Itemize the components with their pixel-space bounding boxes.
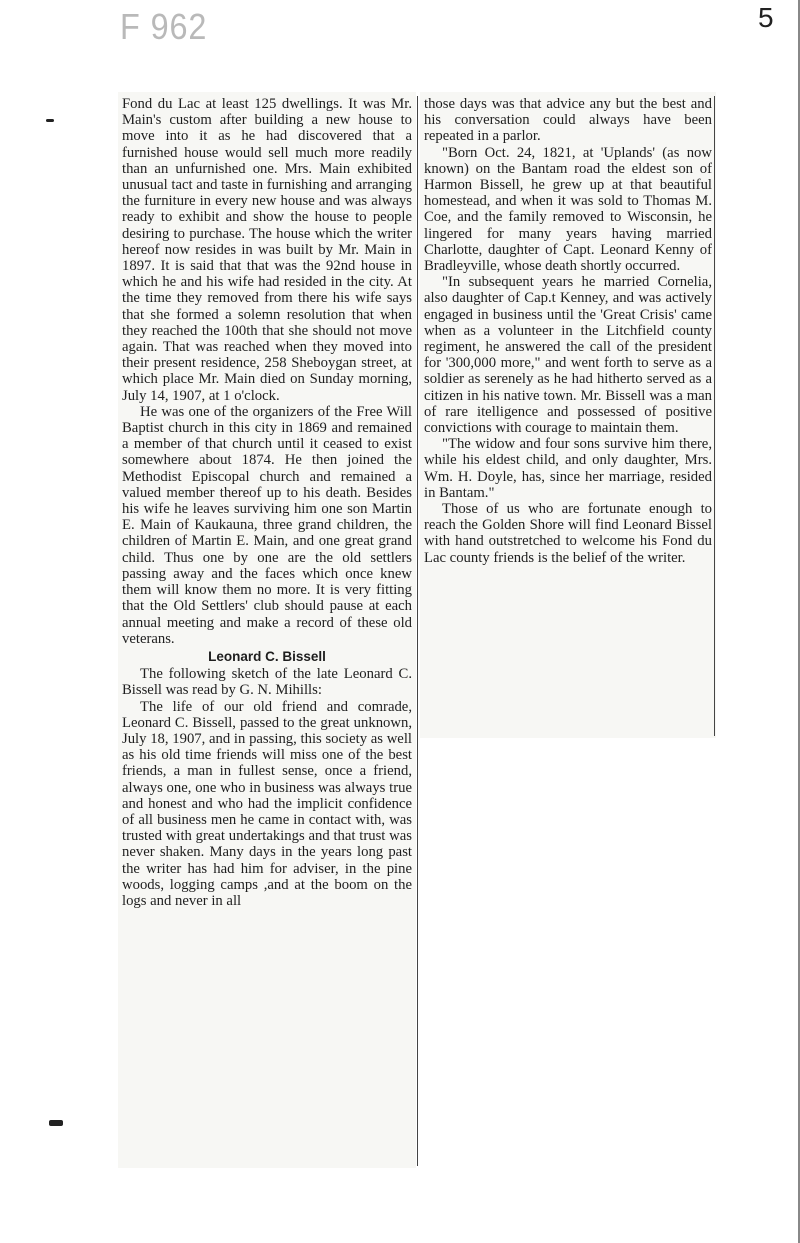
section-heading: Leonard C. Bissell — [208, 648, 326, 664]
article-paragraph: Those of us who are fortunate enough to reach the Golden Shore will find Leonard Bissel with hand outstretched to welcome his Fond du Lac county friends is the belief of the writer. — [424, 501, 712, 566]
article-column-left — [122, 96, 412, 909]
article-paragraph: Fond du Lac at least 125 dwellings. It was Mr. Main's custom after building a new house to move into it as he had discovered that a furnished house would sell much more readily than an unfurnished one. Mrs. Main exhibited unusual tact and taste in furnishing and arranging the furniture in every new house and was always ready to exhibit and show the house to people desiring to purchase. The house which the writer hereof now resides in was built by Mr. Main in 1897. It is said that that was the 92nd house in which he and his wife had resided in the city. At the time they removed from there his wife says that she formed a solemn resolution that when they reached the 100th that she should not move again. That was reached when they moved into their present residence, 258 Sheboygan street, at which place Mr. Main died on Sunday morning, July 14, 1907, at 1 o'clock. — [122, 96, 412, 404]
article-paragraph: "In subsequent years he married Cornelia, also daughter of Cap.t Kenney, and was actively engaged in business until the 'Great Crisis' came when as a volunteer in the Litchfield county regiment, he answered the call of the president for '300,000 more," and went forth to serve as a soldier as serenely as he had hitherto served as a citizen in his native town. Mr. Bissell was a man of rare itelligence and possessed of positive convictions with courage to maintain them. — [424, 274, 712, 437]
article-paragraph: those days was that advice any but the best and his conversation could always have been repeated in a parlor. — [424, 96, 712, 145]
column-rule — [417, 96, 418, 1166]
article-column-right — [424, 96, 712, 566]
article-paragraph: The life of our old friend and comrade, Leonard C. Bissell, passed to the great unknown, July 18, 1907, and in passing, this society as well as his old time friends will miss one of the best friends, a man in fullest sense, once a friend, always one, one who in business was always true and honest and who had the implicit confidence of all business men he came in contact with, was trusted with great undertakings and that trust was never shaken. Many days in the years long past the writer has had him for adviser, in the pine woods, logging camps ,and at the boom on the logs and never in all — [122, 698, 412, 909]
right-edge-rule — [714, 96, 715, 736]
archive-stamp: F 962 — [120, 6, 208, 47]
article-paragraph: He was one of the organizers of the Free Will Baptist church in this city in 1869 and remained a member of that church until it ceased to exist somewhere about 1874. He then joined the Methodist Episcopal church and remained a valued member thereof up to his death. Besides his wife he leaves surviving him one son Martin E. Main of Kaukauna, three grand children, the children of Martin E. Main, and one great grand child. Thus one by one are the old settlers passing away and the faces which once knew them will know them no more. It is very fitting that the Old Settlers' club should pause at each annual meeting and make a record of these old veterans. — [122, 403, 412, 647]
margin-mark — [46, 119, 54, 122]
article-paragraph: "The widow and four sons survive him there, while his eldest child, and only daughter, Mrs. Wm. H. Doyle, has, since her marriage, resided in Bantam." — [424, 436, 712, 501]
margin-mark — [49, 1120, 63, 1126]
article-paragraph: The following sketch of the late Leonard C. Bissell was read by G. N. Mihills: — [122, 666, 412, 699]
page-number: 5 — [758, 2, 774, 33]
article-paragraph: "Born Oct. 24, 1821, at 'Uplands' (as now known) on the Bantam road the eldest son of Harmon Bissell, he grew up at that beautiful homestead, and when it was sold to Thomas M. Coe, and the family removed to Wisconsin, he lingered for many years having married Charlotte, daughter of Capt. Leonard Kenny of Bradleyville, whose death shortly occurred. — [424, 144, 712, 275]
